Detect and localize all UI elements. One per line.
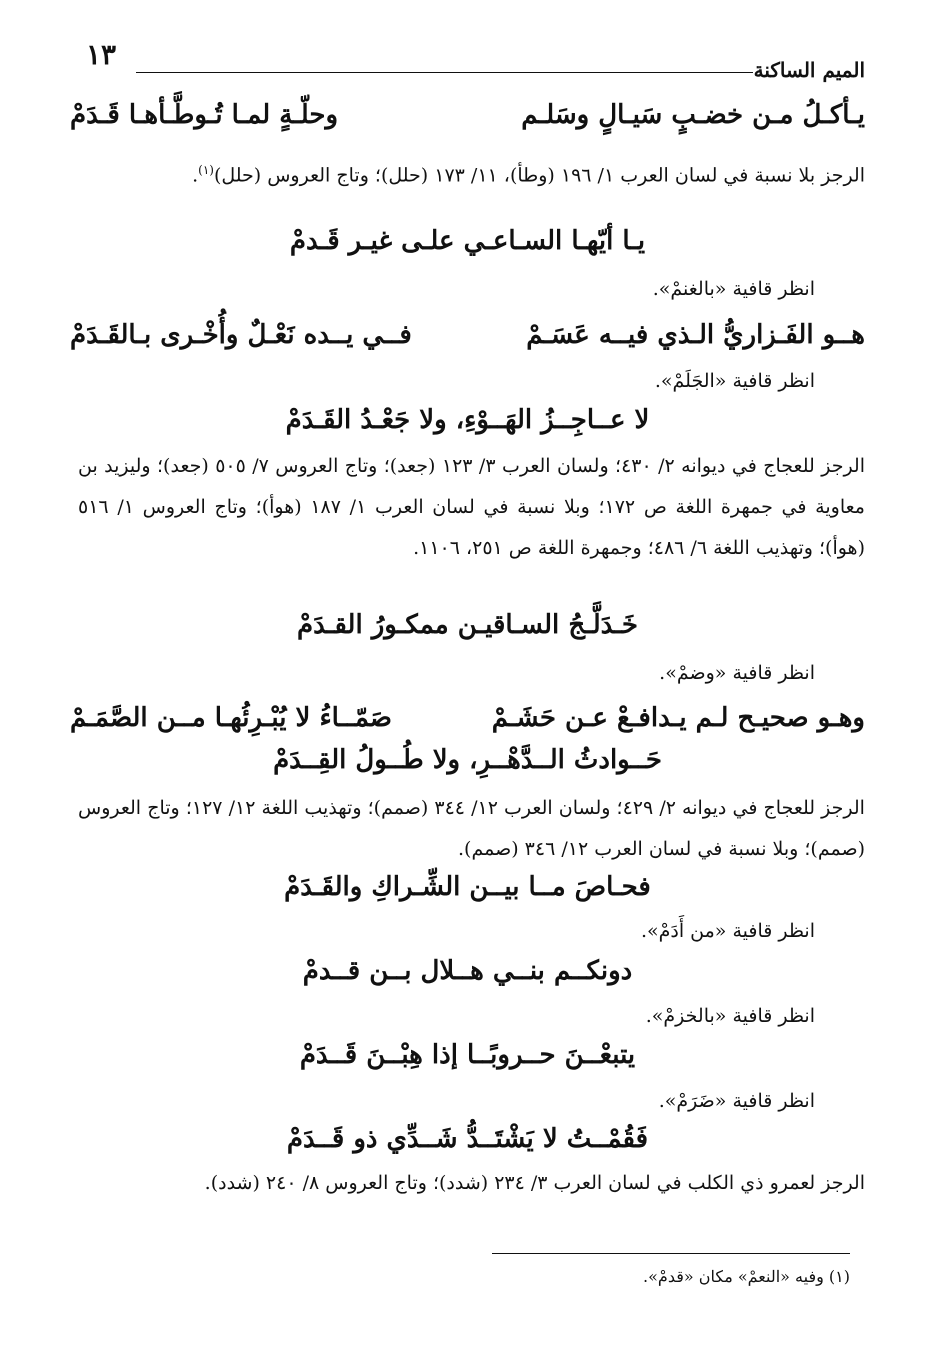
footnote: (١) وفيه «النعمْ» مكان «قدمْ». (643, 1267, 850, 1286)
footnote-reference: (١) (198, 163, 214, 177)
cross-reference-note: انظر قافية «بالخزمْ». (645, 1005, 815, 1027)
cross-reference-note: انظر قافية «الجَلَمْ». (654, 370, 815, 392)
cross-reference-note: انظر قافية «بالغنمْ». (652, 278, 815, 300)
citation-paragraph: الرجز للعجاج في ديوانه ٢/ ٤٢٩؛ ولسان العرب ١٢/ ٣٤٤ (صمم)؛ وتهذيب اللغة ١٢/ ١٢٧؛ وتاج العروس (صمم)؛ وبلا نسبة في لسان العرب ١٢/ ٣٤٦ (صمم). (78, 797, 865, 860)
verse-line: دونكــم بنــي هــلال بــن قــدمْ (302, 956, 633, 986)
header-rule (136, 72, 753, 73)
verse-line: يتبعْــنَ حــروبًــا إذا هِبْــنَ قَــدَمْ (299, 1040, 636, 1070)
verse-line: فَقُمْــتُ لا يَشْتَــدُّ شَــدِّي ذو قَــدَمْ (286, 1124, 649, 1154)
page-number: ١٣ (86, 38, 117, 71)
section-title: الميم الساكنة (753, 58, 865, 82)
verse-hemistich: وهـو صحيـح لـم يـدافـعْ عـن حَشَـمْ (491, 703, 865, 733)
verse-line: خَـدَلَّـجُ السـاقيـن ممكـورُ القـدَمْ (297, 610, 638, 640)
verse-line: فحـاصَ مــا بيــن الشِّـراكِ والقَـدَمْ (284, 872, 651, 902)
verse-couplet (70, 320, 865, 350)
citation-text: الرجز بلا نسبة في لسان العرب ١/ ١٩٦ (وطأ)، ١١/ ١٧٣ (حلل)؛ وتاج العروس (حلل) (213, 164, 865, 187)
verse-line: حَــوادثُ الــدَّهْــرِ، ولا طُــولُ القِــدَمْ (273, 745, 662, 775)
verse-couplet (70, 703, 865, 733)
verse-hemistich: وحلّـةٍ لمـا تُـوطَّـأهـا قَـدَمْ (70, 100, 338, 130)
citation-paragraph (78, 150, 865, 196)
verse-hemistich: فــي يــده نَعْـلٌ وأُخْـرى بـالقَـدَمْ (70, 320, 412, 350)
citation-paragraph: الرجز لعمرو ذي الكلب في لسان العرب ٣/ ٢٣٤ (شدد)؛ وتاج العروس ٨/ ٢٤٠ (شدد). (204, 1172, 865, 1194)
cross-reference-note: انظر قافية «وضمْ». (659, 662, 815, 684)
cross-reference-note: انظر قافية «من أَدَمْ». (640, 920, 815, 942)
cross-reference-note: انظر قافية «ضَرَمْ». (658, 1090, 815, 1112)
verse-line: يـا أيّهـا السـاعـي علـى غيـر قَـدمْ (289, 226, 646, 256)
verse-couplet (70, 100, 865, 130)
verse-hemistich: صَمّــاءُ لا يُبْـرِئُهـا مــن الصَّمَـمْ (70, 703, 392, 733)
verse-hemistich: هــو الفَـزاريُّ الـذي فيــه عَسَـمْ (526, 320, 865, 350)
verse-line: لا عــاجِــزُ الهَــوْءِ، ولا جَعْـدُ القَـدَمْ (285, 405, 650, 435)
verse-hemistich: يـأكـلُ مـن خضـبٍ سَيـالٍ وسَلـم (521, 100, 865, 130)
citation-end: . (192, 164, 199, 187)
footnote-rule (492, 1253, 850, 1254)
citation-paragraph: الرجز للعجاج في ديوانه ٢/ ٤٣٠؛ ولسان العرب ٣/ ١٢٣ (جعد)؛ وتاج العروس ٧/ ٥٠٥ (جعد)؛ وليزيد بن معاوية في جمهرة اللغة ص ١٧٢؛ وبلا نسبة في لسان العرب ١/ ١٨٧ (هوأ)؛ وتاج العروس ١/ ٥١٦ (هوأ)؛ وتهذيب اللغة ٦/ ٤٨٦؛ وجمهرة اللغة ص ٢٥١، ١١٠٦. (78, 455, 866, 559)
